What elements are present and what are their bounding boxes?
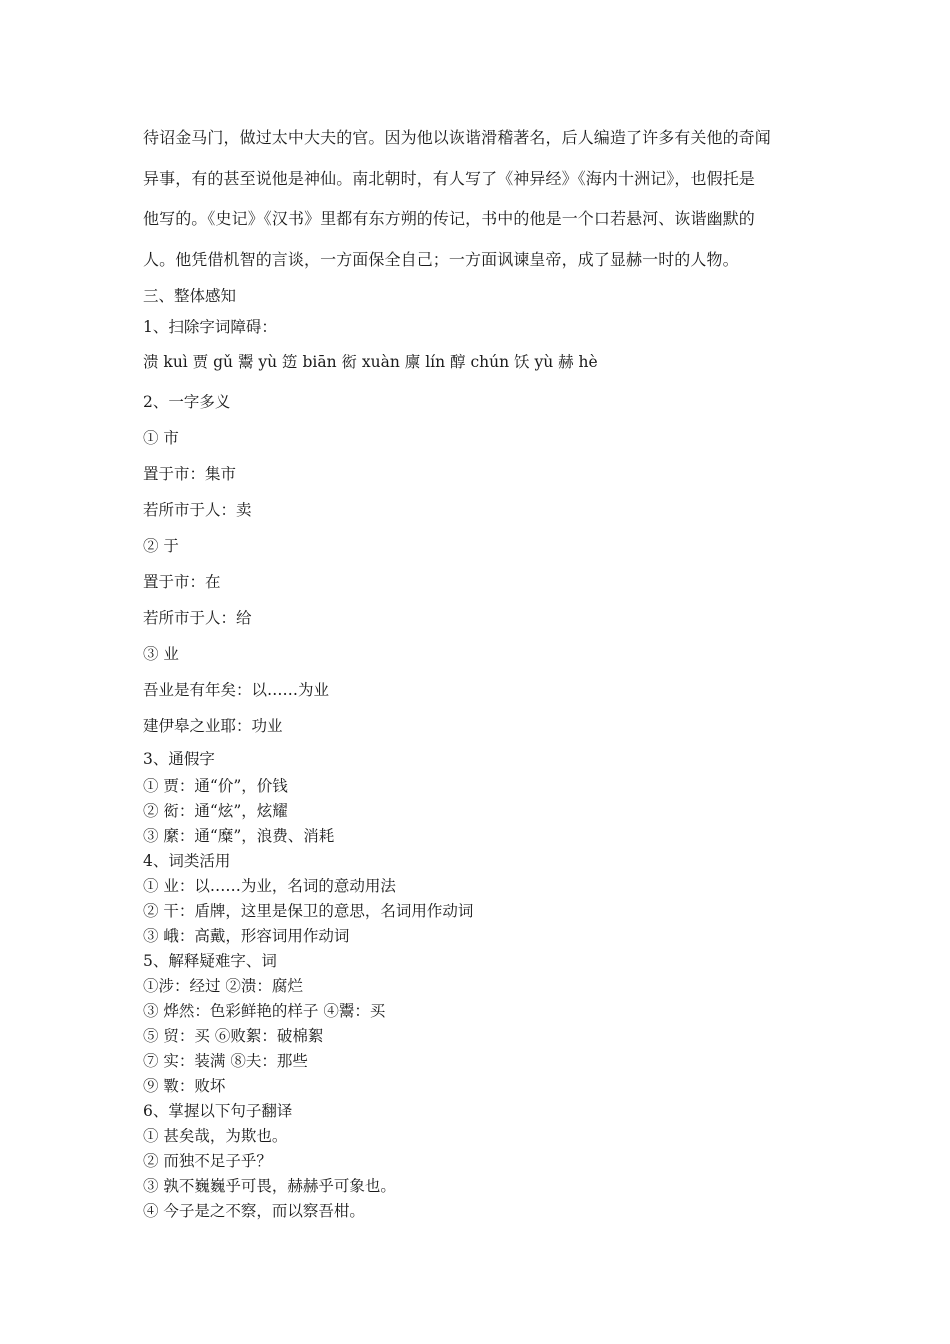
paragraph-line: 待诏金马门，做过太中大夫的官。因为他以诙谐滑稽著名，后人编造了许多有关他的奇闻 — [143, 128, 771, 147]
list-item: ①涉：经过 ②溃：腐烂 — [143, 977, 303, 995]
list-item: ③ 縻：通“糜”，浪费、消耗 — [143, 827, 335, 845]
document-page — [143, 118, 811, 1224]
list-item: ⑦ 实：装满 ⑧夫：那些 — [143, 1052, 308, 1070]
list-item: 置于市：在 — [143, 573, 221, 591]
list-item: 建伊皋之业耶：功业 — [143, 717, 283, 735]
list-item: ⑤ 贸：买 ⑥败絮：破棉絮 — [143, 1027, 324, 1045]
list-item: ③ 峨：高戴，形容词用作动词 — [143, 927, 350, 945]
list-item: 若所市于人：给 — [143, 609, 252, 627]
list-item: ④ 今子是之不察，而以察吾柑。 — [143, 1202, 365, 1220]
list-item: ③ 业 — [143, 645, 179, 663]
list-item: ② 衒：通“炫”，炫耀 — [143, 802, 288, 820]
list-item: ① 业：以……为业，名词的意动用法 — [143, 877, 396, 895]
subsection-heading: 4、词类活用 — [143, 852, 231, 870]
subsection-heading: 6、掌握以下句子翻译 — [143, 1102, 293, 1120]
subsection-heading: 1、扫除字词障碍： — [143, 318, 277, 336]
section-heading: 三、整体感知 — [143, 287, 237, 305]
list-item: ② 干：盾牌，这里是保卫的意思，名词用作动词 — [143, 902, 474, 920]
list-item: ① 市 — [143, 429, 179, 447]
paragraph-line: 他写的。《史记》《汉书》里都有东方朔的传记，书中的他是一个口若悬河、诙谐幽默的 — [143, 209, 755, 228]
list-item: ② 而独不足子乎？ — [143, 1152, 272, 1170]
subsection-heading: 2、一字多义 — [143, 393, 231, 411]
paragraph-line: 异事，有的甚至说他是神仙。南北朝时，有人写了《神异经》《海内十洲记》，也假托是 — [143, 168, 755, 188]
list-item: 吾业是有年矣：以……为业 — [143, 681, 330, 699]
list-item: 若所市于人：卖 — [143, 501, 252, 519]
list-item: ① 贾：通“价”，价钱 — [143, 777, 288, 795]
list-item: ③ 烨然：色彩鲜艳的样子 ④鬻：买 — [143, 1002, 386, 1020]
list-item: ② 于 — [143, 537, 179, 555]
intro-paragraph — [143, 118, 811, 280]
list-item: 置于市：集市 — [143, 465, 237, 483]
paragraph-line: 人。他凭借机智的言谈，一方面保全自己；一方面讽谏皇帝，成了显赫一时的人物。 — [143, 249, 739, 269]
list-item: ⑨ 斁：败坏 — [143, 1077, 226, 1095]
list-item: ③ 孰不巍巍乎可畏，赫赫乎可象也。 — [143, 1177, 396, 1195]
list-item: ① 甚矣哉，为欺也。 — [143, 1127, 288, 1145]
subsection-heading: 5、解释疑难字、词 — [143, 952, 277, 970]
subsection-heading: 3、通假字 — [143, 750, 215, 768]
pinyin-line: 溃 kuì 贾 gǔ 鬻 yù 笾 biān 衒 xuàn 廪 lín 醇 chún 饫 yù 赫 hè — [143, 353, 598, 371]
